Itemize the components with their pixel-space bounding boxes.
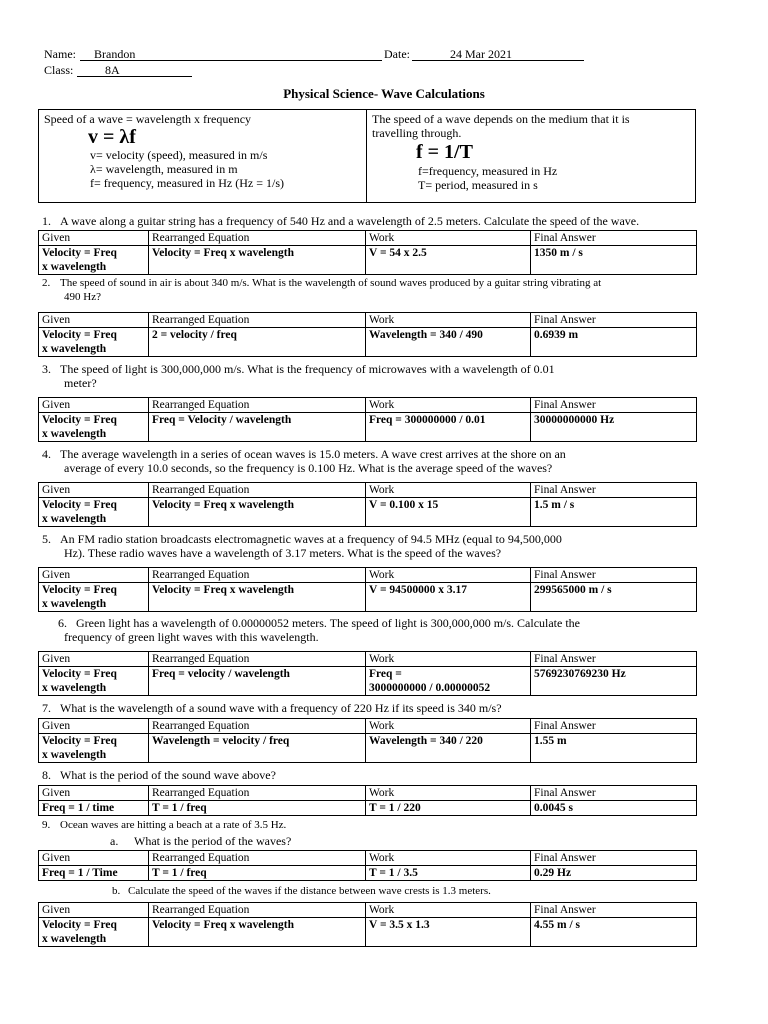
rearranged-cell[interactable]: Velocity = Freq x wavelength [149,498,366,527]
question-text: What is the period of the sound wave above? [60,768,276,782]
answer-table-3 [38,397,697,442]
frequency-unit-definition: f=frequency, measured in Hz [418,164,558,178]
col-work: Work [366,313,531,328]
question-text-cont: frequency of green light waves with this wavelength. [64,630,319,644]
given-cell[interactable]: Velocity = Freq x wavelength [39,583,149,612]
given-cell[interactable]: Freq = 1 / time [39,801,149,816]
date-field[interactable] [412,47,584,61]
answer-table-2 [38,312,697,357]
col-final: Final Answer [531,568,697,583]
col-work: Work [366,398,531,413]
page-title: Physical Science- Wave Calculations [283,86,485,101]
answer-table-9a [38,850,697,881]
question-9b [38,884,718,898]
col-rearranged: Rearranged Equation [149,313,366,328]
work-cell[interactable]: Wavelength = 340 / 490 [366,328,531,357]
col-rearranged: Rearranged Equation [149,903,366,918]
given-cell[interactable]: Velocity = Freq x wavelength [39,498,149,527]
final-answer-cell[interactable]: 299565000 m / s [531,583,697,612]
col-rearranged: Rearranged Equation [149,568,366,583]
work-cell[interactable]: T = 1 / 3.5 [366,866,531,881]
question-text: A wave along a guitar string has a frequency of 540 Hz and a wavelength of 2.5 meters. Calculate the speed of the wave. [60,214,640,228]
final-answer-cell[interactable]: 1.5 m / s [531,498,697,527]
formula-box [38,109,696,203]
question-text: What is the wavelength of a sound wave with a frequency of 220 Hz if its speed is 340 m/s? [60,701,502,715]
question-text: The average wavelength in a series of ocean waves is 15.0 meters. A wave crest arrives at the shore on an [60,447,566,461]
col-rearranged: Rearranged Equation [149,851,366,866]
col-rearranged: Rearranged Equation [149,398,366,413]
given-cell[interactable]: Velocity = Freq x wavelength [39,328,149,357]
question-text-cont: meter? [64,376,97,390]
rearranged-cell[interactable]: Wavelength = velocity / freq [149,734,366,763]
final-answer-cell[interactable]: 0.29 Hz [531,866,697,881]
question-6 [38,616,718,644]
class-label: Class: [44,63,74,77]
answer-table-4 [38,482,697,527]
answer-table-8 [38,785,697,816]
frequency-definition: f= frequency, measured in Hz (Hz = 1/s) [90,176,285,190]
final-answer-cell[interactable]: 1.55 m [531,734,697,763]
question-7 [38,701,718,715]
question-text: The speed of sound in air is about 340 m/s. What is the wavelength of sound waves produced by a guitar string vibrating at [60,277,602,289]
col-given: Given [39,568,149,583]
work-cell[interactable]: Freq = 300000000 / 0.01 [366,413,531,442]
velocity-definition: v= velocity (speed), measured in m/s [90,148,268,162]
speed-formula: v = λf [88,126,136,148]
question-number: 1. [42,214,51,228]
given-cell[interactable]: Velocity = Freq x wavelength [39,734,149,763]
col-given: Given [39,786,149,801]
answer-table-9b [38,902,697,947]
subquestion-text: What is the period of the waves? [134,834,292,848]
subquestion-text: Calculate the speed of the waves if the distance between wave crests is 1.3 meters. [128,885,491,897]
question-number: 5. [42,532,51,546]
question-number: 8. [42,768,51,782]
speed-definition: Speed of a wave = wavelength x frequency [44,112,252,126]
col-final: Final Answer [531,652,697,667]
col-rearranged: Rearranged Equation [149,483,366,498]
final-answer-cell[interactable]: 1350 m / s [531,246,697,275]
col-final: Final Answer [531,786,697,801]
period-formula: f = 1/T [416,141,473,163]
col-final: Final Answer [531,231,697,246]
question-text: The speed of light is 300,000,000 m/s. What is the frequency of microwaves with a wavelength of 0.01 [60,362,555,376]
question-5 [38,532,718,560]
col-given: Given [39,719,149,734]
question-text: Ocean waves are hitting a beach at a rate of 3.5 Hz. [60,819,287,831]
rearranged-cell[interactable]: T = 1 / freq [149,866,366,881]
col-given: Given [39,652,149,667]
given-cell[interactable]: Freq = 1 / Time [39,866,149,881]
name-value: Brandon [94,47,136,61]
question-2 [38,276,718,304]
question-3 [38,362,718,390]
question-number: 3. [42,362,51,376]
medium-note-line1: The speed of a wave depends on the medium that it is [372,112,630,126]
col-work: Work [366,851,531,866]
formula-box-left [39,110,367,202]
col-work: Work [366,231,531,246]
wavelength-definition: λ= wavelength, measured in m [90,162,238,176]
question-text-cont: Hz). These radio waves have a wavelength of 3.17 meters. What is the speed of the waves? [64,546,502,560]
final-answer-cell[interactable]: 4.55 m / s [531,918,697,947]
col-given: Given [39,483,149,498]
name-field[interactable] [80,47,382,61]
question-text: An FM radio station broadcasts electromagnetic waves at a frequency of 94.5 MHz (equal to 94,500,000 [60,532,562,546]
rearranged-cell[interactable]: Velocity = Freq x wavelength [149,583,366,612]
date-label: Date: [384,47,410,61]
question-8 [38,768,718,782]
question-number: 9. [42,819,51,831]
col-given: Given [39,903,149,918]
question-text: Green light has a wavelength of 0.00000052 meters. The speed of light is 300,000,000 m/s. Calculate the [76,616,581,630]
class-value: 8A [105,63,120,77]
col-given: Given [39,398,149,413]
col-final: Final Answer [531,851,697,866]
question-number: 7. [42,701,51,715]
answer-table-7 [38,718,697,763]
rearranged-cell[interactable]: Velocity = Freq x wavelength [149,246,366,275]
answer-table-5 [38,567,697,612]
given-cell[interactable]: Velocity = Freq x wavelength [39,918,149,947]
col-rearranged: Rearranged Equation [149,231,366,246]
work-cell[interactable]: V = 54 x 2.5 [366,246,531,275]
question-1 [38,214,718,228]
col-work: Work [366,786,531,801]
question-number: 4. [42,447,51,461]
answer-table-6 [38,651,697,696]
col-work: Work [366,483,531,498]
given-cell[interactable]: Velocity = Freq x wavelength [39,667,149,696]
col-rearranged: Rearranged Equation [149,786,366,801]
col-final: Final Answer [531,313,697,328]
final-answer-cell[interactable]: 0.6939 m [531,328,697,357]
col-final: Final Answer [531,719,697,734]
rearranged-cell[interactable]: Velocity = Freq x wavelength [149,918,366,947]
medium-note-line2: travelling through. [372,126,462,140]
col-work: Work [366,568,531,583]
col-final: Final Answer [531,903,697,918]
work-cell[interactable]: V = 3.5 x 1.3 [366,918,531,947]
answer-table-1 [38,230,697,275]
work-cell[interactable]: V = 0.100 x 15 [366,498,531,527]
question-number: 2. [42,277,51,289]
col-final: Final Answer [531,398,697,413]
work-cell[interactable]: V = 94500000 x 3.17 [366,583,531,612]
work-cell[interactable]: Freq = 3000000000 / 0.00000052 [366,667,531,696]
work-cell[interactable]: Wavelength = 340 / 220 [366,734,531,763]
col-work: Work [366,719,531,734]
work-cell[interactable]: T = 1 / 220 [366,801,531,816]
question-4 [38,447,718,475]
formula-box-right [367,110,695,202]
final-answer-cell[interactable]: 5769230769230 Hz [531,667,697,696]
col-given: Given [39,313,149,328]
col-given: Given [39,231,149,246]
rearranged-cell[interactable]: Freq = Velocity / wavelength [149,413,366,442]
subquestion-label: b. [112,885,121,897]
rearranged-cell[interactable]: Freq = velocity / wavelength [149,667,366,696]
rearranged-cell[interactable]: 2 = velocity / freq [149,328,366,357]
subquestion-label: a. [110,834,119,848]
class-field[interactable] [77,63,192,77]
col-rearranged: Rearranged Equation [149,652,366,667]
final-answer-cell[interactable]: 0.0045 s [531,801,697,816]
col-work: Work [366,903,531,918]
period-unit-definition: T= period, measured in s [418,178,538,192]
date-value: 24 Mar 2021 [450,47,512,61]
final-answer-cell[interactable]: 30000000000 Hz [531,413,697,442]
name-label: Name: [44,47,76,61]
col-rearranged: Rearranged Equation [149,719,366,734]
col-given: Given [39,851,149,866]
rearranged-cell[interactable]: T = 1 / freq [149,801,366,816]
question-9 [38,818,718,832]
col-work: Work [366,652,531,667]
col-final: Final Answer [531,483,697,498]
given-cell[interactable]: Velocity = Freq x wavelength [39,413,149,442]
question-text-cont: 490 Hz? [64,291,101,303]
question-9a [38,834,718,848]
question-number: 6. [58,616,67,630]
given-cell[interactable]: Velocity = Freq x wavelength [39,246,149,275]
question-text-cont: average of every 10.0 seconds, so the frequency is 0.100 Hz. What is the average speed of the waves? [64,461,553,475]
